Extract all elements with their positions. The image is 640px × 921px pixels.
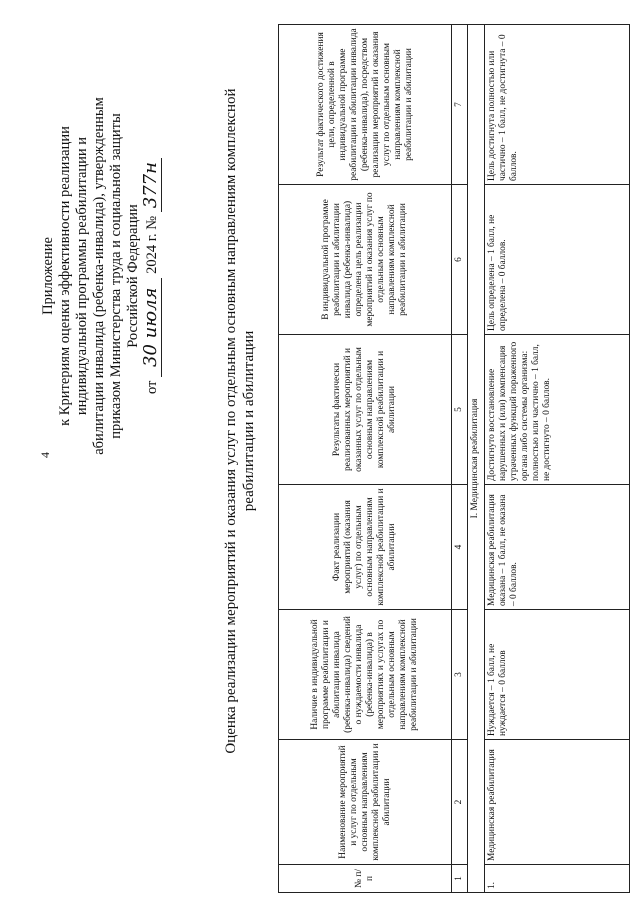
column-number: 5 (452, 335, 468, 485)
title-line-2: реабилитации и абилитации (241, 330, 257, 512)
document-title (222, 61, 258, 781)
row-achievement: Цель достигнута полностью или частично – 1 балл, не достигнута – 0 баллов. (485, 25, 630, 185)
row-result: Достигнуто восстановление нарушенных и (или) компенсация утраченных функций пораженного органа либо системы организма: полностью или частично – 1 балл, не достигнуто – 0 баллов. (485, 335, 630, 485)
header-goal: В индивидуальной программе реабилитации и абилитации инвалида (ребенка-инвалида) определена цель реализации мероприятий и оказания услуг по отдельным основным направлениям комплексной реабилитации и абилитации (279, 185, 452, 335)
appendix-header (40, 61, 161, 491)
row-num: 1. (485, 865, 630, 893)
table-row (485, 25, 630, 893)
column-number: 3 (452, 610, 468, 740)
appendix-title: Приложение (40, 237, 56, 315)
header-num: № п/п (279, 865, 452, 893)
evaluation-table (278, 24, 630, 893)
row-goal: Цель определена – 1 балл, не определена – 0 баллов. (485, 185, 630, 335)
appendix-line-2: индивидуальной программы реабилитации и (74, 136, 90, 416)
row-name: Медицинская реабилитация (485, 740, 630, 865)
column-number: 6 (452, 185, 468, 335)
column-number: 4 (452, 485, 468, 610)
section-title: I. Медицинская реабилитация (468, 25, 485, 893)
header-name: Наименование мероприятий и услуг по отдельным основным направлениям комплексной реабилитации и абилитации (279, 740, 452, 865)
appendix-line-5: Российской Федерации (125, 204, 141, 348)
section-row (468, 25, 485, 893)
page-number: 4 (38, 452, 52, 458)
appendix-date-line (142, 61, 161, 491)
row-fact: Медицинская реабилитация оказана – 1 балл, не оказана – 0 баллов. (485, 485, 630, 610)
header-fact: Факт реализации мероприятий (оказания услуг) по отдельным основным направлениям комплексной реабилитации и абилитации (279, 485, 452, 610)
handwritten-number: 377н (140, 158, 162, 212)
handwritten-date: 30 июля (140, 278, 162, 377)
row-need: Нуждается – 1 балл, не нуждается – 0 баллов (485, 610, 630, 740)
column-number: 1 (452, 865, 468, 893)
header-need: Наличие в индивидуальной программе реабилитации и абилитации инвалида (ребенка-инвалида) сведений о нуждаемости инвалида (ребенка-инвалида) в мероприятиях и услугах по отдельным основным направлениям комплексной реабилитации и абилитации (279, 610, 452, 740)
appendix-line-1: к Критериям оценки эффективности реализации (57, 126, 73, 426)
appendix-line-3: абилитации инвалида (ребенка-инвалида), утвержденным (91, 97, 107, 455)
table-header-row (279, 25, 452, 893)
date-prefix: от (144, 380, 160, 394)
title-line-1: Оценка реализации мероприятий и оказания услуг по отдельным основным направлениям комплексной (223, 88, 239, 754)
header-achievement: Результат фактического достижения цели, определенной в индивидуальной программе реабилитации и абилитации инвалида (ребенка-инвалида), посредством реализации мероприятий и оказания услуг по отдельным основным направлениям комплексной реабилитации и абилитации (279, 25, 452, 185)
column-number: 2 (452, 740, 468, 865)
header-result: Результаты фактически реализованных мероприятий и оказанных услуг по отдельным основным направлениям комплексной реабилитации и абилитации (279, 335, 452, 485)
column-number: 7 (452, 25, 468, 185)
appendix-line-4: приказом Министерства труда и социальной защиты (108, 113, 124, 439)
column-number-row (452, 25, 468, 893)
date-year: 2024 г. № (144, 215, 160, 274)
